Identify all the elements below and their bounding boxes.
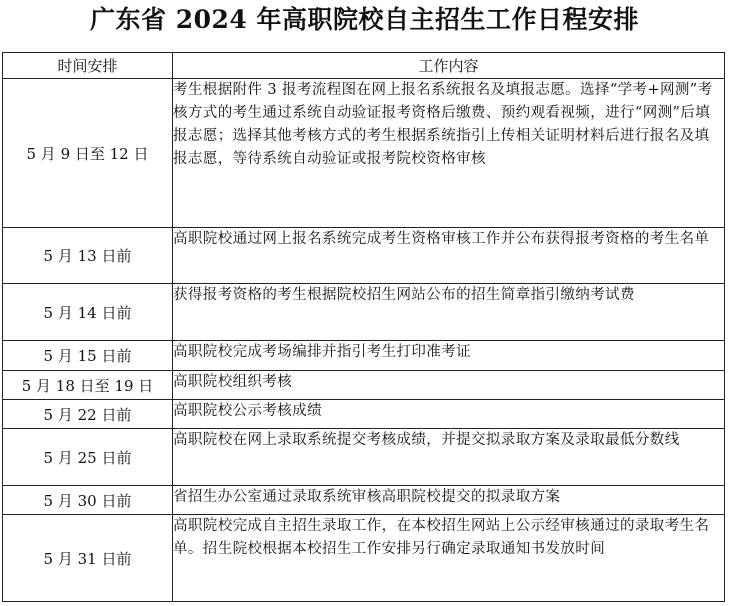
content-cell: 省招生办公室通过录取系统审核高职院校提交的拟录取方案 xyxy=(173,486,725,515)
content-cell: 高职院校在网上录取系统提交考核成绩，并提交拟录取方案及录取最低分数线 xyxy=(173,429,725,486)
content-cell: 获得报考资格的考生根据院校招生网站公布的招生简章指引缴纳考试费 xyxy=(173,284,725,341)
time-cell: 5 月 22 日前 xyxy=(3,400,173,429)
time-cell: 5 月 14 日前 xyxy=(3,284,173,341)
schedule-table xyxy=(2,52,725,602)
time-cell: 5 月 9 日至 12 日 xyxy=(3,79,173,228)
time-cell: 5 月 31 日前 xyxy=(3,515,173,602)
table-header xyxy=(3,53,725,79)
content-cell: 考生根据附件 3 报考流程图在网上报名系统报名及填报志愿。选择“学考+网测”考核方式的考生通过系统自动验证报考资格后缴费、预约观看视频，进行“网测”后填报志愿；选择其他考核方式的考生根据系统指引上传相关证明材料后进行报名及填报志愿，等待系统自动验证或报考院校资格审核 xyxy=(173,79,725,228)
time-cell: 5 月 30 日前 xyxy=(3,486,173,515)
content-cell: 高职院校完成考场编排并指引考生打印准考证 xyxy=(173,341,725,371)
table-row xyxy=(3,341,725,371)
header-row xyxy=(3,53,725,79)
table-row xyxy=(3,429,725,486)
content-cell: 高职院校组织考核 xyxy=(173,371,725,400)
table-row xyxy=(3,400,725,429)
table-row xyxy=(3,371,725,400)
document-title: 广东省 2024 年高职院校自主招生工作日程安排 xyxy=(90,5,639,34)
time-cell: 5 月 18 日至 19 日 xyxy=(3,371,173,400)
table-row xyxy=(3,79,725,228)
content-cell: 高职院校公示考核成绩 xyxy=(173,400,725,429)
content-cell: 高职院校通过网上报名系统完成考生资格审核工作并公布获得报考资格的考生名单 xyxy=(173,228,725,284)
column-header-content: 工作内容 xyxy=(173,53,725,79)
table-row xyxy=(3,486,725,515)
table-body xyxy=(3,79,725,602)
time-cell: 5 月 15 日前 xyxy=(3,341,173,371)
table-row xyxy=(3,228,725,284)
table-row xyxy=(3,515,725,602)
time-cell: 5 月 13 日前 xyxy=(3,228,173,284)
table-row xyxy=(3,284,725,341)
time-cell: 5 月 25 日前 xyxy=(3,429,173,486)
content-cell: 高职院校完成自主招生录取工作，在本校招生网站上公示经审核通过的录取考生名单。招生院校根据本校招生工作安排另行确定录取通知书发放时间 xyxy=(173,515,725,602)
column-header-time: 时间安排 xyxy=(3,53,173,79)
